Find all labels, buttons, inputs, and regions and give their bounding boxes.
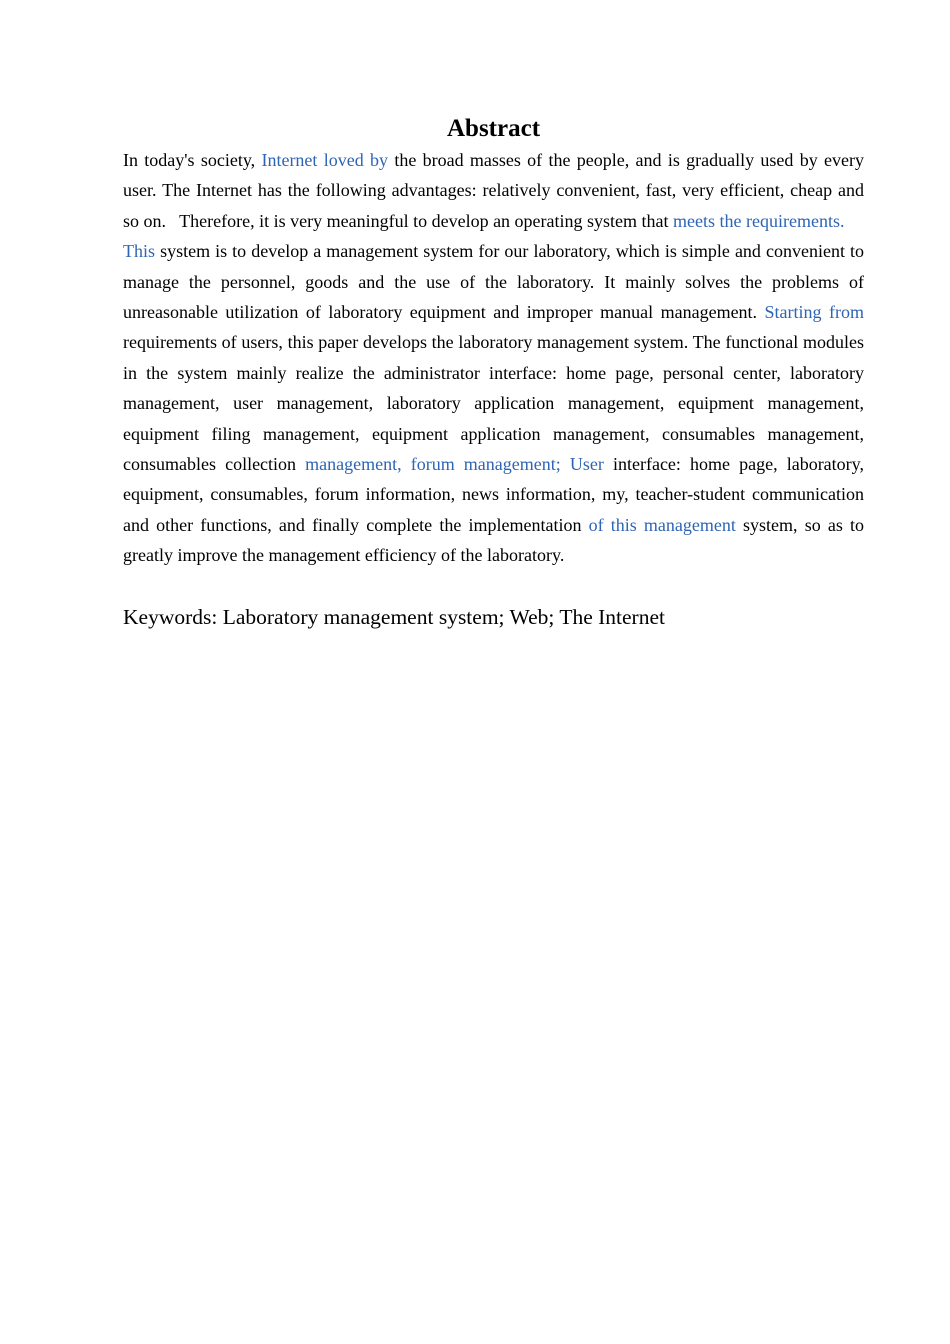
- document-page: [123, 113, 864, 632]
- keywords-line: Keywords: Laboratory management system; Web; The Internet: [123, 604, 665, 629]
- text-run: system is to develop a management system for our laboratory, which is simple and convenient to manage the personnel, goods and the use of the laboratory. It mainly solves the problems of unreasonable utilization of laboratory equipment and improper manual management.: [123, 241, 864, 323]
- highlighted-text-run: meets the requirements.: [673, 210, 845, 231]
- highlighted-text-run: Starting from: [764, 302, 864, 323]
- text-run: In today's society,: [123, 150, 262, 170]
- text-run: system, so as to greatly improve the management efficiency of the laboratory.: [123, 514, 865, 566]
- highlighted-text-run: Internet loved by: [261, 150, 389, 170]
- highlighted-text-run: This: [123, 241, 156, 262]
- text-run: interface: home page, laboratory, equipment, consumables, forum information, news information, my, teacher-student communication and other functions, and finally complete the implementation: [123, 454, 865, 535]
- abstract-paragraph-2: [123, 236, 864, 570]
- abstract-title: Abstract: [446, 115, 541, 142]
- highlighted-text-run: management, forum management; User: [305, 454, 604, 475]
- text-run: the broad masses of the people, and is gradually used by every user. The Internet has the following advantages: relatively convenient, fast, very efficient, cheap and so on. Therefore, it is very meaningful to develop an operating system that: [123, 150, 864, 231]
- highlighted-text-run: of this management: [588, 514, 736, 535]
- abstract-paragraph-1: [123, 145, 864, 236]
- text-run: requirements of users, this paper develops the laboratory management system. The functional modules in the system mainly realize the administrator interface: home page, personal center, laboratory management, user management, laboratory application management, equipment management, equipment filing management, equipment application management, consumables management, consumables collection: [123, 332, 864, 475]
